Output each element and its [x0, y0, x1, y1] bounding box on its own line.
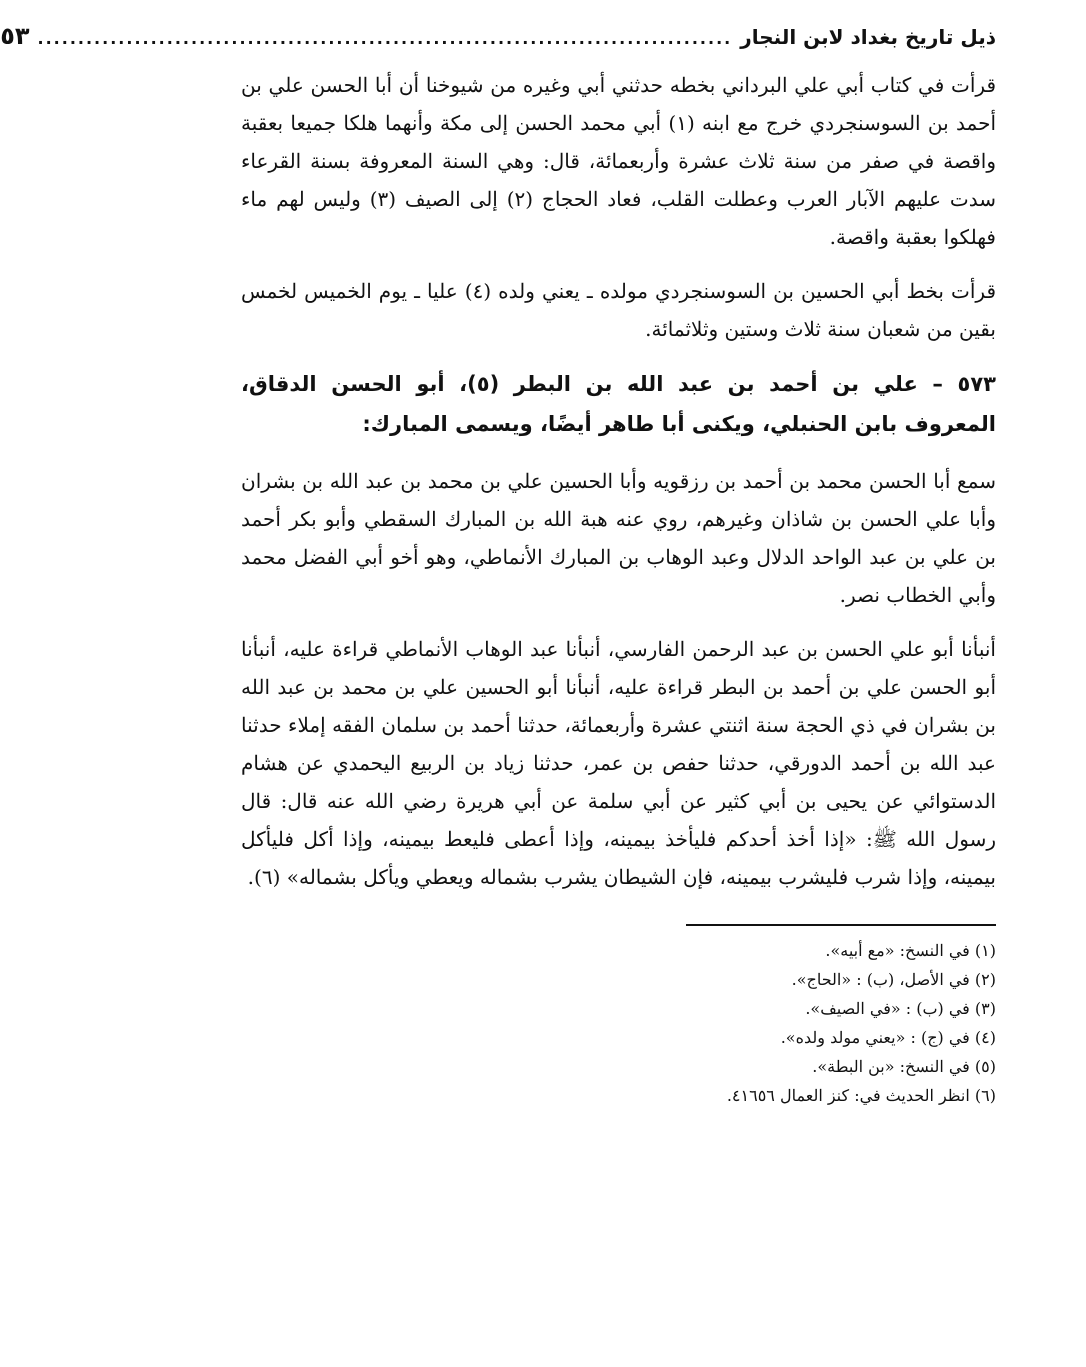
- footnote: (٦) انظر الحديث في: كنز العمال ٤١٦٥٦.: [726, 1086, 996, 1105]
- footnote: (٢) في الأصل، (ب) : «الحاج».: [791, 970, 996, 989]
- page-number: ٥٣: [0, 22, 30, 50]
- running-header: [0, 22, 996, 66]
- footnote-separator: [686, 924, 996, 926]
- book-title: ذيل تاريخ بغداد لابن النجار: [740, 25, 996, 49]
- paragraph-teachers: سمع أبا الحسن محمد بن أحمد بن رزقويه وأبا الحسين علي بن محمد بن عبد الله بن بشران وأبا علي الحسن بن شاذان وغيرهم، روي عنه هبة الله بن المبارك السقطي وأبو بكر أحمد بن علي بن عبد الواحد الدلال وعبد الوهاب بن المبارك الأنماطي، وهو أخو أبي الفضل محمد وأبي الخطاب نصر.: [241, 469, 996, 607]
- footnote: (٥) في النسخ: «بن البطة».: [812, 1057, 996, 1076]
- footnotes: [241, 936, 996, 1110]
- footnote: (١) في النسخ: «مع أبيه».: [825, 941, 996, 960]
- header-dot-leader: ......................................................................................: [37, 29, 733, 48]
- paragraph-burdani: قرأت في كتاب أبي علي البرداني بخطه حدثني أبي وغيره من شيوخنا أن أبا الحسن علي بن أحمد بن السوسنجردي خرج مع ابنه (١) أبي محمد الحسن إلى مكة وأنهما هلكا جميعا بعقبة واقصة في صفر من سنة ثلاث عشرة وأربعمائة، قال: وهي السنة المعروفة بسنة القرعاء سدت عليهم الآبار العرب وعطلت القلب، فعاد الحجاج (٢) إلى الصيف (٣) وليس لهم ماء فهلكوا بعقبة واقصة.: [241, 73, 997, 249]
- footnote: (٤) في (ج) : «يعني مولد ولده».: [780, 1028, 996, 1047]
- footnote: (٣) في (ب) : «في الصيف».: [805, 999, 996, 1018]
- entry-heading: ٥٧٣ – علي بن أحمد بن عبد الله بن البطر (٥)، أبو الحسن الدقاق، المعروف بابن الحنبلي، ويكنى أبا طاهر أيضًا، ويسمى المبارك:: [241, 372, 996, 436]
- paragraph-hadith: أنبأنا أبو علي الحسن بن عبد الرحمن الفارسي، أنبأنا عبد الوهاب الأنماطي قراءة عليه، أنبأنا أبو الحسن علي بن أحمد بن البطر قراءة عليه، أنبأنا أبو الحسين علي بن محمد بن عبد الله بن بشران في ذي الحجة سنة اثنتي عشرة وأربعمائة، حدثنا أحمد بن سلمان الفقه إملاء حدثنا عبد الله بن أحمد الدورقي، حدثنا حفص بن عمر، حدثنا زياد بن الربيع اليحمدي عن هشام الدستوائي عن يحيى بن أبي كثير عن أبي سلمة عن أبي هريرة رضي الله عنه قال: قال رسول الله ﷺ: «إذا أخذ أحدكم فليأخذ بيمينه، وإذا أعطى فليعط بيمينه، وإذا أكل فليأكل بيمينه، وإذا شرب فليشرب بيمينه، فإن الشيطان يشرب بشماله ويعطي ويأكل بشماله» (٦).: [241, 637, 996, 889]
- paragraph-birth-date: قرأت بخط أبي الحسين بن السوسنجردي مولده ـ يعني ولده (٤) عليا ـ يوم الخميس لخمس بقين من شعبان سنة ثلاث وستين وثلاثمائة.: [241, 279, 997, 341]
- book-page: [0, 22, 997, 1367]
